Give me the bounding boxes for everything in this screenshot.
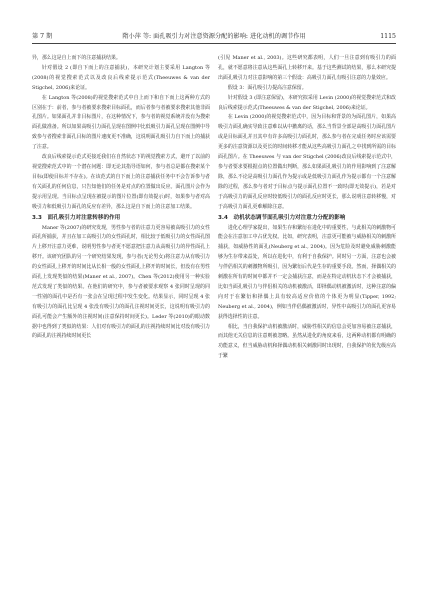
body-paragraph: 在 Levin (2000)的视觉搜索范式中，因为目标和背景的为面孔图片，如果高吸引力面孔确实导致注意难以从中撤离的话，那么当背景全部是高吸引力面孔图片或是目标面孔并且其中有许多高吸引力面孔时，那么参与者在完成任务时应该需要更多的注意资源以及更长的时间转移才能从这些高吸引力面孔之中找到所需的目标面孔图片。在 Theeuwes 与 van der Stigchel (2006)改良后线索提示范式中，参与者要求要根据点的位置做出判断，那么如果面孔吸引力的作用影响到了注意解除，那么不论是高吸引力面孔作为提示或是低吸引力面孔作为提示都有一个注意解除的过程，那么参与者对于目标点与提示面孔位置不一致时(即无效提示)，若是对于高吸引力的面孔反应时较低吸引力的面孔反应时更长，那么说明注意转移慢，对于高吸引力面孔更难解除注意。 <box>218 114 396 210</box>
section-heading: 3.4 动机状态调节面孔吸引力对注意力分配的影响 <box>218 214 346 221</box>
running-header <box>32 31 396 44</box>
body-paragraph: 进化心理学家提出，如果生存和繁衍在进化中的重要性，与此相关的刺激物可能会在注意加工中占优先权。比如，研究表明，注意更可能被与威胁相关的刺激所捕获，如威胁性的面孔(Neuberg et al., 2004)。因为危险及时避免威胁刺激能够为生存带来益处，所以在进化中，有利于自我保护。同时另一方面，注意也会被与伴侣相关的刺激物所吸引，因为繁衍后代是生存的重要手段。然而，择偶相关的刺激在所有的时间中都并不一定会捕获注意，而是在特定动机状态下才会被捕获，比如当面孔吸引力与伴侣相关的动机被激活，即择偶动机被激活时，这种注意的偏向对于在繁衍和择偶上具有较高适应价值的个体更为明显(Tipper, 1992; Neuberg et al., 2004)，例如当伴侣偶被激活时，异性中高吸引力的面孔更容易获得选择性的注意。 <box>218 224 396 320</box>
body-paragraph: 针对假设 3 (即注意保留)，本研究拟采用 Levin (2000)的视觉搜索范式和改良后线索提示范式(Theeuwes & van der Stigchel, 2006)来论证。 <box>218 94 396 111</box>
body-paragraph: 在 Langton 等(2008)的视觉搜索范式中自上而下和自下而上这两种方式的区别在于：前者，参与者被要求搜索目标面孔，而后者参与者被要求搜索其他非面孔图片。如果面孔并非目标图片，在这种情况下，参与者的视觉系统并没有为搜索面孔做准备。所以如果高吸引力面孔呈现在图例中比低吸引力面孔呈现在图例中导致参与者搜索非面孔目标的图片速度更不准确，这说明面孔吸引力自下而上的捕获了注意。 <box>32 94 210 151</box>
body-paragraph: 针对假设 2 (即自下而上的注意捕获)，本研究计划主要采用 Langton 等(2008)的视觉搜索范式以及改良后线索提示范式(Theeuwes & van der Stigchel, 2006)来论证。 <box>32 64 210 91</box>
left-column <box>32 54 210 574</box>
body-paragraph: 异，那么这是自上而下的注意捕获结果。 <box>32 55 121 61</box>
issue-number: 第 7 期 <box>32 33 53 40</box>
right-column <box>218 54 396 574</box>
body-paragraph: 相比，当自我保护动机被激活时，威胁性相关的信息会更加容易被注意捕获，而其他无关信息的注意则被忽略。虽然从进化的角度来看，这两种动机都有明确的功能意义，但当威胁动机和择偶动机相关刺激同时出现时，自我保护的优先级应高于繁 <box>218 323 396 360</box>
body-paragraph: 假设 3：面孔吸引力提高注意保留。 <box>227 84 307 91</box>
body-paragraph: 改良后线索提示范式更接近我们在自然状态下的视觉搜索方式，避开了以前的视觉搜索范式中的一个潜在问题：即无论其指导语如何，参与者总是都在搜索某个目标(即使目标并不存在)。在该范式的自下而上的注意捕获任务中不会告诉参与者有关面孔的任何信息，只告知他们的任务是对点的位置做出反应。面孔图片会作为提示用呈现。当目标点呈现在被提示的图片位置(即有效提示)时，如果参与者对高吸引力和低吸引力面孔的反应有差异，那么这是自下而上的注意加工结果。 <box>32 154 210 210</box>
body-paragraph: Maner 等(2007)的研究发现，男性参与者的注意力更容易被高吸引力的女性面孔所捕获，并且在加工高吸引力的女性面孔时，相比较于低吸引力的女性面孔图片上移开注意力更难，说明男性参与者更不愿意把注意力从高吸引力的异性面孔上移开。该研究团队的另一个研究结果发现，参与者(无论男女)将注意力从有吸引力的女性面孔上移开的时间比从长相一般的女性面孔上移开的时间长，但没有在男性面孔上发现类似的结果(Maner et al., 2007)。Chen 等(2012)使用另一种实验范式发现了类似的结果。在他们的研究中，参与者被要求观察 4 张同时呈现的同一性别的面孔中是否有一张会在呈现过程中发生变化。结果显示，同时呈现 4 张有吸引力的面孔比呈现 4 张没有吸引力的面孔注视时间更长，这说明有吸引力的面孔可能会产生额外的注视时间(注意保持时间更长)。Leder 等(2010)的眼动数据中也得到了类似的结果：人们对有吸引力的面孔的注视持续时间比对没有吸引力的面孔的注视持续时间更长 <box>32 224 210 340</box>
body-paragraph: (引见 Maner et al., 2003)。这些研究都表明，人们一旦注意到有吸引力的面孔，就不愿意将注意从这些面孔上转移开来。基于这些测试的结果，那么本研究提出面孔吸引力对注意影响的第三个假设：高吸引力面孔有吸引注意的力量效应。 <box>218 55 396 81</box>
section-heading: 3.3 面孔吸引力对注意转移的作用 <box>32 214 121 221</box>
page-number: 1115 <box>380 33 396 40</box>
running-title: 隋小萍 等: 面孔吸引力对注意资源分配的影响: 进化动机的调节作用 <box>122 33 306 40</box>
